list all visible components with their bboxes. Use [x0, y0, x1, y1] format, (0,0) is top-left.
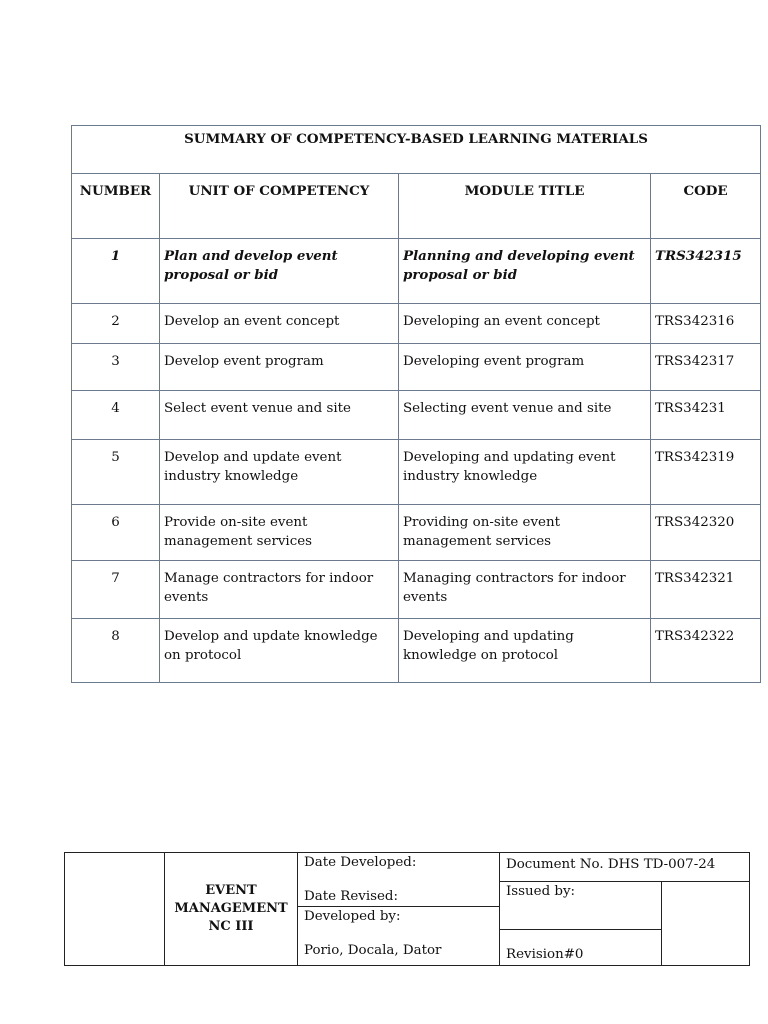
- date-cell: [298, 853, 500, 907]
- row-number: 8: [72, 619, 160, 683]
- competency-summary-table: [71, 125, 761, 683]
- header-row: [72, 174, 761, 239]
- table-row: [72, 561, 761, 619]
- row-code: TRS342315: [651, 239, 761, 304]
- row-module: Developing and updating knowledge on protocol: [399, 619, 651, 683]
- table-row: [72, 304, 761, 344]
- header-number: NUMBER: [72, 174, 160, 239]
- revision-label: Revision#0: [500, 930, 662, 966]
- row-number: 4: [72, 391, 160, 440]
- program-line: EVENT: [205, 883, 257, 898]
- program-line: NC III: [208, 919, 254, 934]
- footer-blank-cell: [662, 882, 750, 966]
- table-title-row: [72, 126, 761, 174]
- row-code: TRS342317: [651, 344, 761, 391]
- table-row: [72, 391, 761, 440]
- row-unit: Develop and update event industry knowledge: [160, 440, 399, 505]
- row-module: Developing and updating event industry knowledge: [399, 440, 651, 505]
- row-number: 1: [72, 239, 160, 304]
- row-number: 5: [72, 440, 160, 505]
- row-number: 3: [72, 344, 160, 391]
- document-number: Document No. DHS TD-007-24: [500, 853, 750, 882]
- developed-by-cell: [298, 907, 500, 966]
- table-row: [72, 505, 761, 561]
- authors: Porio, Docala, Dator: [304, 943, 442, 958]
- row-module: Developing event program: [399, 344, 651, 391]
- row-module: Providing on-site event management services: [399, 505, 651, 561]
- document-footer: [64, 852, 750, 966]
- date-developed-label: Date Developed:: [304, 855, 417, 870]
- header-code: CODE: [651, 174, 761, 239]
- row-code: TRS342316: [651, 304, 761, 344]
- row-unit: Provide on-site event management services: [160, 505, 399, 561]
- header-unit-of-competency: UNIT OF COMPETENCY: [160, 174, 399, 239]
- row-unit: Develop an event concept: [160, 304, 399, 344]
- row-unit: Develop event program: [160, 344, 399, 391]
- table-row: [72, 440, 761, 505]
- row-code: TRS342320: [651, 505, 761, 561]
- row-module: Selecting event venue and site: [399, 391, 651, 440]
- row-module: Planning and developing event proposal or bid: [399, 239, 651, 304]
- row-unit: Develop and update knowledge on protocol: [160, 619, 399, 683]
- row-unit: Plan and develop event proposal or bid: [160, 239, 399, 304]
- header-module-title: MODULE TITLE: [399, 174, 651, 239]
- table-row: [72, 239, 761, 304]
- footer-logo-area: [65, 853, 165, 966]
- row-module: Managing contractors for indoor events: [399, 561, 651, 619]
- program-line: MANAGEMENT: [174, 901, 288, 916]
- developed-by-label: Developed by:: [304, 909, 401, 924]
- row-code: TRS342322: [651, 619, 761, 683]
- issued-by-label: Issued by:: [500, 882, 662, 930]
- row-module: Developing an event concept: [399, 304, 651, 344]
- row-number: 7: [72, 561, 160, 619]
- row-code: TRS34231: [651, 391, 761, 440]
- row-unit: Manage contractors for indoor events: [160, 561, 399, 619]
- program-title: [165, 853, 298, 966]
- table-row: [72, 619, 761, 683]
- row-unit: Select event venue and site: [160, 391, 399, 440]
- table-title: SUMMARY OF COMPETENCY-BASED LEARNING MATERIALS: [72, 126, 761, 174]
- row-code: TRS342319: [651, 440, 761, 505]
- row-code: TRS342321: [651, 561, 761, 619]
- row-number: 6: [72, 505, 160, 561]
- row-number: 2: [72, 304, 160, 344]
- table-row: [72, 344, 761, 391]
- date-revised-label: Date Revised:: [304, 889, 399, 904]
